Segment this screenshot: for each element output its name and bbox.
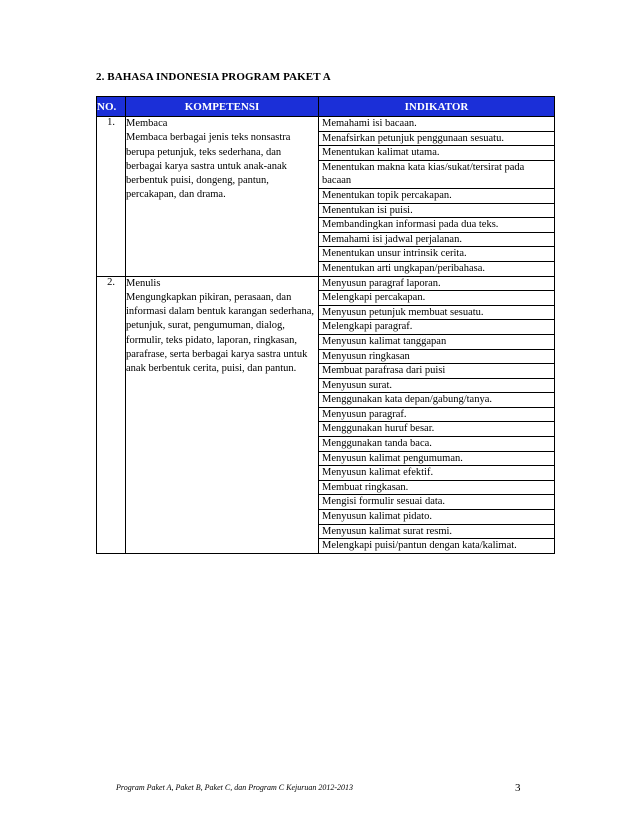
indikator-item: Menyusun kalimat efektif. [319, 466, 554, 481]
indikator-item: Menyusun ringkasan [319, 350, 554, 365]
indikator-item: Menentukan makna kata kias/sukat/tersirat pada bacaan [319, 161, 554, 189]
indikator-item: Menentukan isi puisi. [319, 204, 554, 219]
indikator-item: Menentukan arti ungkapan/peribahasa. [322, 262, 485, 274]
indikator-cell [319, 117, 555, 277]
indikator-item: Menyusun kalimat surat resmi. [319, 525, 554, 540]
indikator-item: Melengkapi puisi/pantun dengan kata/kalimat. [322, 540, 517, 552]
indikator-item: Menafsirkan petunjuk penggunaan sesuatu. [319, 132, 554, 147]
kompetensi-description: Membaca berbagai jenis teks nonsastra berupa petunjuk, teks sederhana, dan berbagai karya sastra untuk anak-anak berbentuk puisi, dongeng, pantun, percakapan, dan drama. [126, 132, 291, 201]
indikator-item: Mengisi formulir sesuai data. [319, 495, 554, 510]
header-indikator: INDIKATOR [319, 97, 555, 117]
row-number: 1. [97, 117, 126, 277]
kompetensi-description: Mengungkapkan pikiran, perasaan, dan informasi dalam bentuk karangan sederhana, petunjuk, surat, pengumuman, dialog, formulir, teks pidato, laporan, ringkasan, parafrase, serta berbagai karya sastra untuk anak berbentuk cerita, puisi, dan pantun. [126, 291, 315, 375]
indikator-item: Menyusun paragraf. [319, 408, 554, 423]
section-heading: 2. BAHASA INDONESIA PROGRAM PAKET A [96, 71, 331, 83]
indikator-item: Melengkapi percakapan. [319, 291, 554, 306]
indikator-item: Menyusun surat. [319, 379, 554, 394]
table-header-row [97, 97, 555, 117]
kompetensi-table [96, 96, 555, 554]
indikator-item: Membuat ringkasan. [319, 481, 554, 496]
indikator-item: Menyusun kalimat pengumuman. [319, 452, 554, 467]
indikator-item: Melengkapi paragraf. [319, 320, 554, 335]
table-row [97, 276, 555, 553]
indikator-item: Membandingkan informasi pada dua teks. [319, 218, 554, 233]
indikator-item: Menentukan topik percakapan. [319, 189, 554, 204]
indikator-item: Menggunakan tanda baca. [319, 437, 554, 452]
page-footer: Program Paket A, Paket B, Paket C, dan Program C Kejuruan 2012-2013 [116, 783, 354, 792]
indikator-item: Membuat parafrasa dari puisi [319, 364, 554, 379]
indikator-cell [319, 276, 555, 553]
indikator-item: Menyusun kalimat pidato. [319, 510, 554, 525]
indikator-item: Menyusun paragraf laporan. [319, 277, 554, 292]
indikator-item: Menggunakan huruf besar. [319, 422, 554, 437]
kompetensi-cell [126, 276, 319, 553]
header-kompetensi: KOMPETENSI [126, 97, 319, 117]
indikator-item: Menyusun petunjuk membuat sesuatu. [319, 306, 554, 321]
kompetensi-title: Membaca [126, 118, 168, 129]
header-no: NO. [97, 97, 126, 117]
kompetensi-cell [126, 117, 319, 277]
indikator-item: Memahami isi jadwal perjalanan. [319, 233, 554, 248]
table-row [97, 117, 555, 277]
indikator-item: Menyusun kalimat tanggapan [319, 335, 554, 350]
kompetensi-title: Menulis [126, 277, 161, 289]
indikator-item: Memahami isi bacaan. [319, 117, 554, 132]
row-number: 2. [97, 276, 126, 553]
indikator-item: Menentukan unsur intrinsik cerita. [319, 247, 554, 262]
indikator-item: Menentukan kalimat utama. [319, 146, 554, 161]
page-number: 3 [515, 782, 521, 794]
indikator-item: Menggunakan kata depan/gabung/tanya. [319, 393, 554, 408]
